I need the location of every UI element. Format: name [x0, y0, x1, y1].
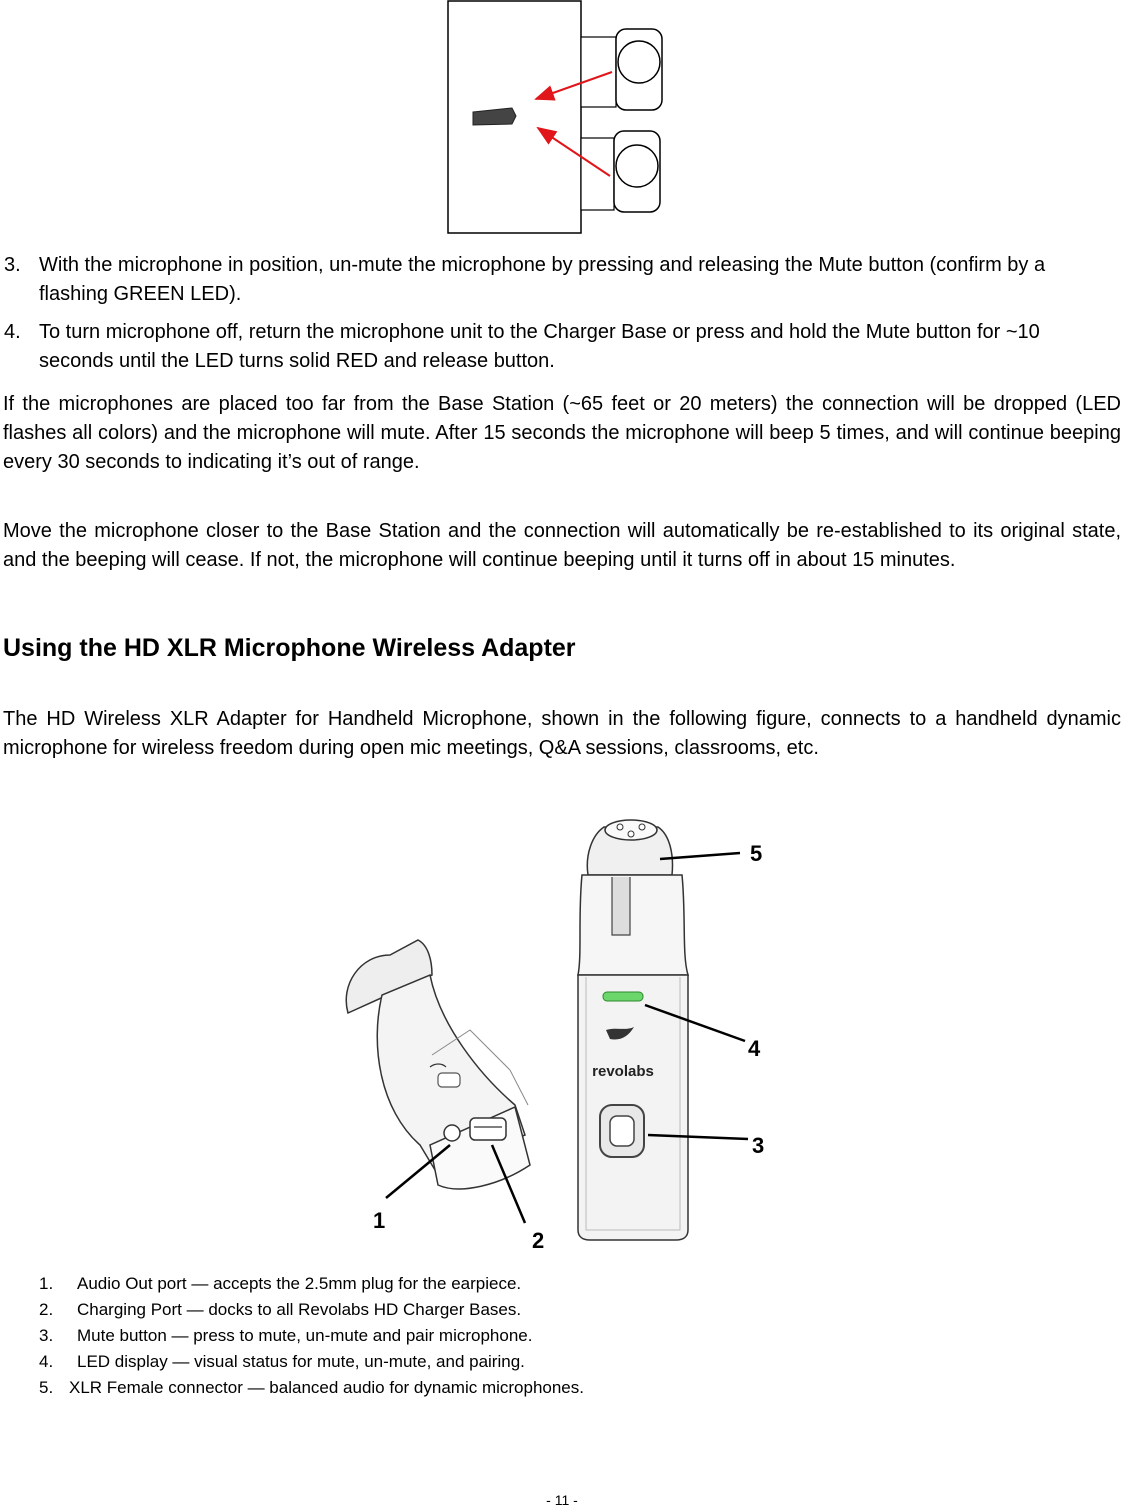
callout-2: 2	[532, 1228, 545, 1253]
legend-item-2: 2. Charging Port — docks to all Revolabs HD Charger Bases.	[39, 1300, 522, 1319]
step-4	[4, 318, 1094, 376]
led-display-icon	[603, 992, 643, 1001]
legend-item-4: 4. LED display — visual status for mute, un-mute, and pairing.	[39, 1352, 525, 1371]
reconnect-paragraph: Move the microphone closer to the Base Station and the connection will automatically be re-established to its original state, and the beeping will cease. If not, the microphone will continue beeping until it turns off in about 15 minutes.	[3, 520, 1121, 571]
audio-out-port-icon	[444, 1125, 460, 1141]
callout-5: 5	[750, 841, 763, 866]
legend-item-5: 5. XLR Female connector — balanced audio for dynamic microphones.	[39, 1378, 584, 1397]
adapter-lying	[346, 940, 530, 1189]
xlr-adapter-figure	[320, 805, 800, 1260]
mic-top-head	[618, 41, 660, 83]
brand-logo-text: revolabs	[592, 1063, 654, 1080]
adapter-standing	[578, 820, 688, 1240]
charger-diagram	[440, 0, 680, 240]
mic-bottom-head	[616, 145, 658, 187]
callout-3: 3	[752, 1133, 765, 1158]
step-number: 4.	[4, 321, 21, 343]
mic-slot-bottom	[581, 138, 614, 210]
step-number: 3.	[4, 254, 21, 276]
step-text: With the microphone in position, un-mute the microphone by pressing and releasing the Mute button (confirm by a flashing GREEN LED).	[39, 254, 1046, 305]
legend-item-3: 3. Mute button — press to mute, un-mute and pair microphone.	[39, 1326, 533, 1345]
page-number: - 11 -	[546, 1492, 578, 1508]
callout-1: 1	[373, 1208, 386, 1233]
step-text: To turn microphone off, return the microphone unit to the Charger Base or press and hold the Mute button for ~10 seconds until the LED turns solid RED and release button.	[39, 321, 1040, 372]
section-heading: Using the HD XLR Microphone Wireless Adapter	[3, 634, 576, 662]
callout-4: 4	[748, 1036, 761, 1061]
range-paragraph: If the microphones are placed too far from the Base Station (~65 feet or 20 meters) the connection will be dropped (LED flashes all colors) and the microphone will mute. After 15 seconds the microphone will beep 5 times, and will continue beeping every 30 seconds to indicating it’s out of range.	[3, 393, 1121, 473]
legend-item-1: 1. Audio Out port — accepts the 2.5mm plug for the earpiece.	[39, 1274, 522, 1293]
charging-port-icon	[470, 1118, 506, 1140]
step-3	[4, 251, 1094, 309]
intro-paragraph: The HD Wireless XLR Adapter for Handheld Microphone, shown in the following figure, connects to a handheld dynamic microphone for wireless freedom during open mic meetings, Q&A sessions, classrooms, etc.	[3, 708, 1121, 759]
